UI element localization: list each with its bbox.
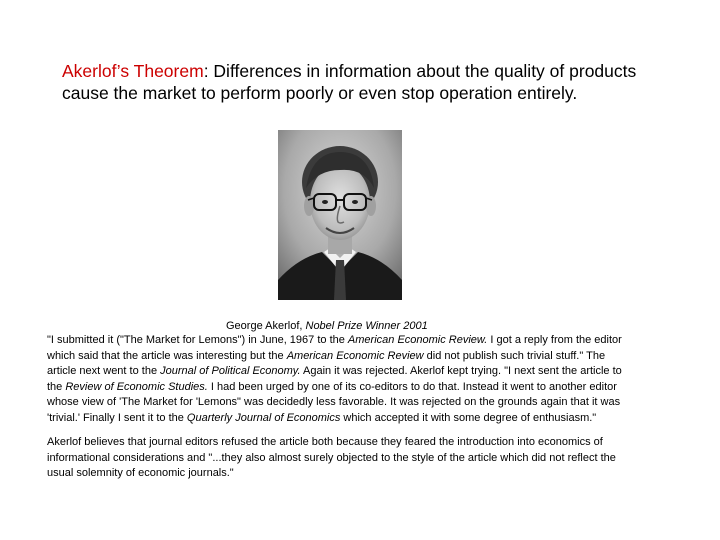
- journal-name: American Economic Review: [286, 349, 424, 362]
- journal-name: American Economic Review.: [347, 334, 488, 346]
- heading-line-1: [62, 60, 702, 82]
- journal-name: Journal of Political Economy.: [160, 365, 301, 378]
- quote-line-2: [47, 349, 683, 365]
- quote-line-6: [47, 411, 683, 427]
- belief-paragraph: [47, 435, 683, 482]
- photo-caption: [226, 319, 428, 333]
- quote-line-4-text: the: [47, 380, 66, 393]
- quote-line-1: [47, 333, 683, 349]
- belief-line-3: usual solemnity of economic journals.": [47, 467, 234, 480]
- quote-line-1-text: "I submitted it ("The Market for Lemons") in June, 1967 to the: [47, 334, 348, 346]
- slide-heading: [62, 60, 702, 104]
- quote-line-3-text: article next went to the: [47, 365, 161, 378]
- quote-line-6-text: 'trivial.' Finally I sent it to the: [47, 411, 187, 424]
- heading-line-1-text: : Differences in information about the quality of products: [203, 61, 637, 81]
- journal-name: Quarterly Journal of Economics: [186, 411, 341, 424]
- quote-line-2-text: which said that the article was interesting but the: [47, 349, 287, 362]
- quote-line-6-end: which accepted it with some degree of enthusiasm.": [340, 411, 597, 424]
- belief-line-2: informational considerations and "...they also almost surely objected to the style of the article which did not reflect the: [47, 451, 616, 464]
- quote-line-4-end: I had been urged by one of its co-editors to do that. Instead it went to another editor: [207, 380, 617, 393]
- akerlof-portrait-photo: [278, 130, 402, 300]
- caption-name: George Akerlof,: [226, 320, 306, 332]
- quote-line-1-end: I got a reply from the editor: [487, 334, 622, 346]
- quote-line-3-end: Again it was rejected. Akerlof kept trying. "I next sent the article to: [300, 365, 622, 378]
- quote-line-3: [47, 364, 683, 380]
- belief-line-1: Akerlof believes that journal editors refused the article both because they feared the introduction into economics of: [47, 436, 603, 448]
- portrait-drawing: [278, 130, 402, 300]
- heading-line-2: cause the market to perform poorly or even stop operation entirely.: [62, 83, 578, 103]
- journal-name: Review of Economic Studies.: [65, 380, 208, 393]
- quote-line-5: whose view of 'The Market for 'Lemons" was decidedly less favorable. It was rejected on the grounds again that it was: [47, 396, 621, 409]
- quote-paragraph: [47, 333, 683, 427]
- caption-title: Nobel Prize Winner 2001: [305, 320, 428, 332]
- quote-line-2-end: did not publish such trivial stuff." The: [423, 349, 606, 362]
- theorem-term: Akerlof’s Theorem: [62, 61, 204, 81]
- quote-line-4: [47, 380, 683, 396]
